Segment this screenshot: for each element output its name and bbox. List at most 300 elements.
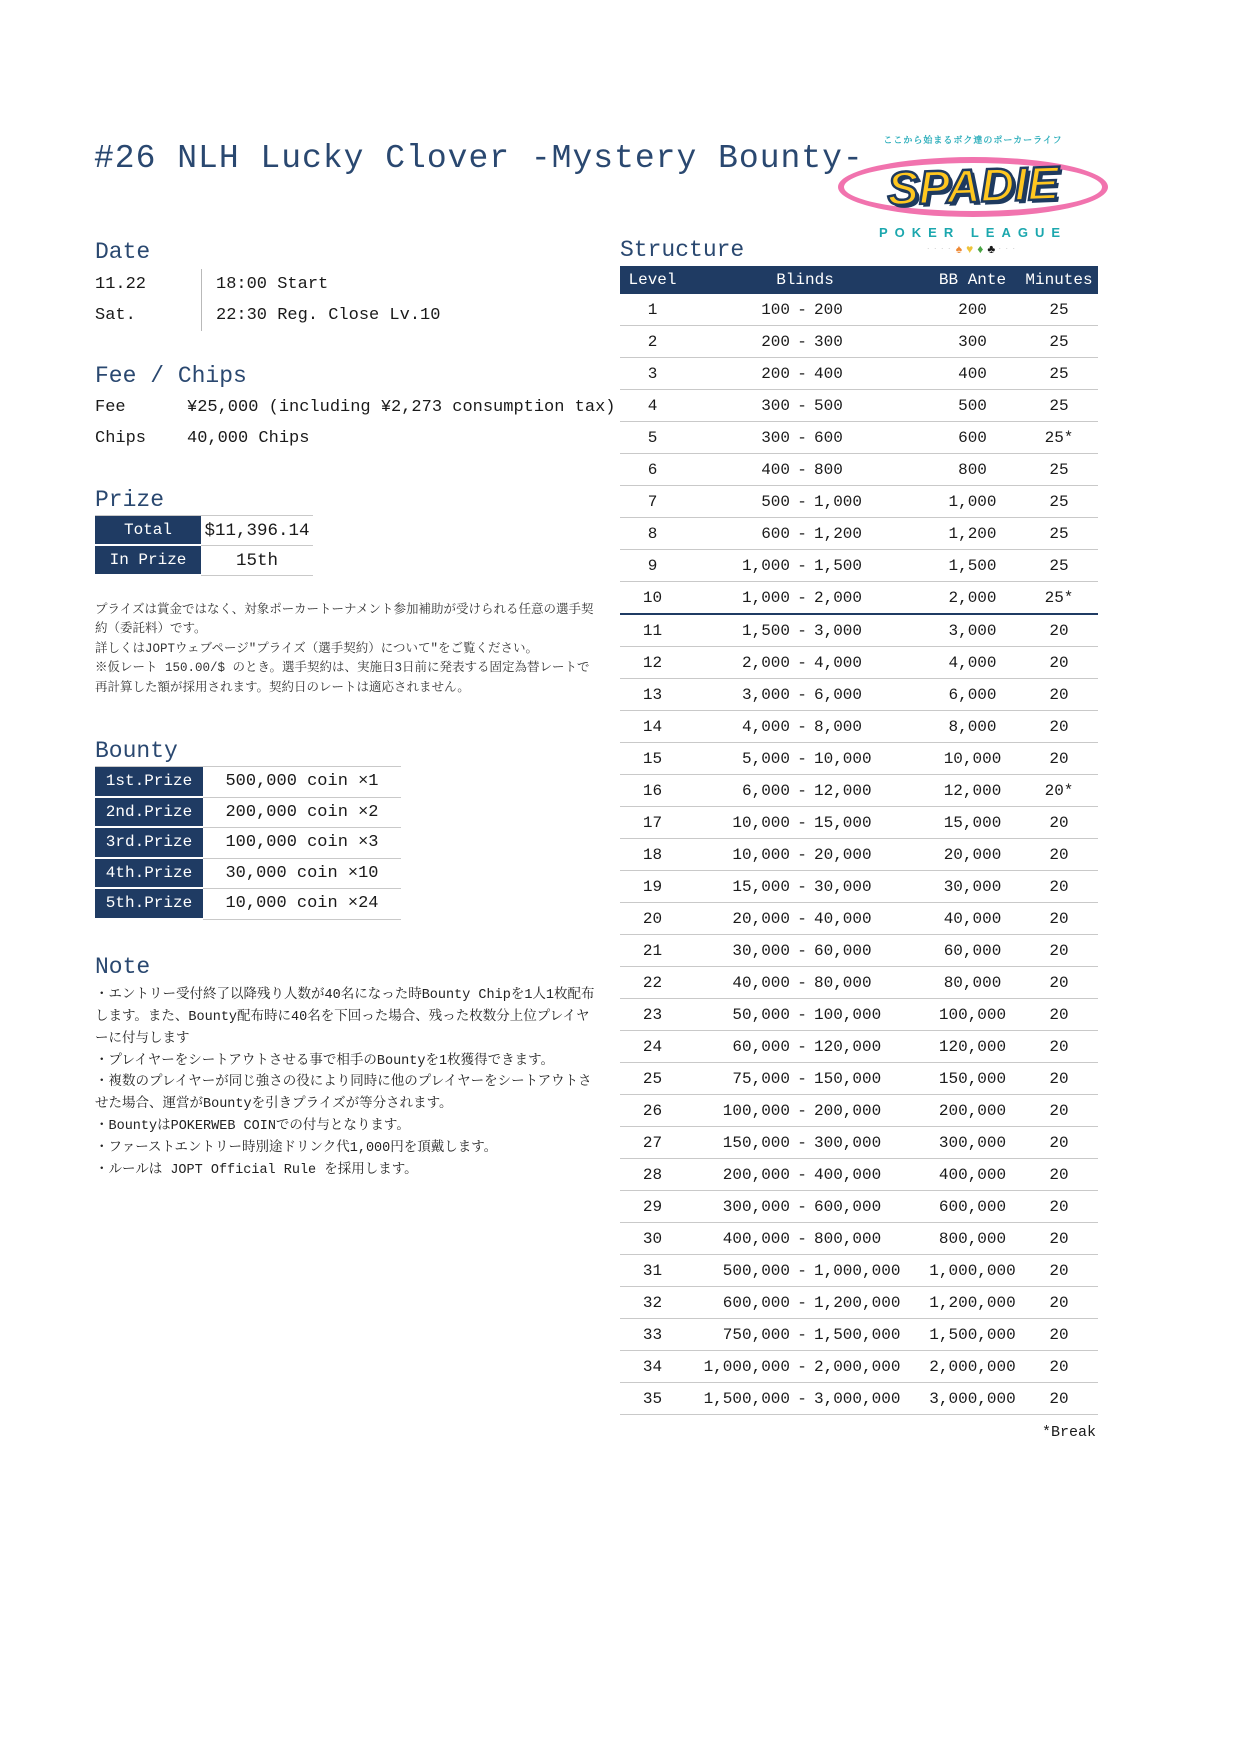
blinds-dash: - [797, 717, 807, 736]
dots-decoration: ··· [998, 243, 1020, 253]
structure-level-row [620, 582, 1098, 615]
structure-level-row [620, 647, 1098, 679]
big-blind-cell: 80,000 [814, 973, 872, 992]
level-cell: 12 [642, 653, 663, 672]
bb-ante-cell: 500 [958, 396, 987, 415]
level-cell: 25 [642, 1069, 663, 1088]
disclaimer-line: プライズは賞金ではなく、対象ポーカートーナメント参加補助が受けられる任意の選手契約（委託料）です。 [95, 603, 594, 637]
big-blind-cell: 150,000 [814, 1069, 882, 1088]
minutes-cell: 20 [1049, 1293, 1069, 1312]
bb-ante-cell: 150,000 [938, 1069, 1007, 1088]
big-blind-cell: 600 [814, 428, 843, 447]
big-blind-cell: 30,000 [814, 877, 872, 896]
small-blind-cell: 200,000 [722, 1165, 790, 1184]
fee-row-value: 40,000 Chips [187, 429, 310, 448]
minutes-cell: 25* [1044, 588, 1074, 607]
bb-ante-cell: 200 [958, 300, 987, 319]
level-cell: 6 [647, 460, 658, 479]
bb-ante-cell: 400 [958, 364, 987, 383]
blinds-dash: - [797, 1133, 807, 1152]
structure-table-body [620, 294, 1098, 1415]
bounty-table-row [95, 859, 401, 890]
minutes-cell: 25 [1049, 396, 1069, 415]
prize-disclaimer [95, 601, 600, 698]
bb-ante-cell: 1,200 [948, 524, 997, 543]
bb-ante-cell: 400,000 [938, 1165, 1007, 1184]
level-cell: 1 [647, 300, 658, 319]
blinds-dash: - [797, 1325, 807, 1344]
structure-level-row [620, 1095, 1098, 1127]
level-cell: 20 [642, 909, 663, 928]
date-row [95, 269, 440, 331]
column-header-level: Level [628, 271, 677, 289]
bounty-row-value: 500,000 coin ×1 [203, 767, 401, 798]
level-cell: 18 [642, 845, 663, 864]
minutes-cell: 20 [1049, 909, 1069, 928]
bb-ante-cell: 2,000,000 [929, 1357, 1016, 1376]
big-blind-cell: 1,500,000 [814, 1325, 901, 1344]
suit-icon: ♦ [977, 242, 986, 256]
bb-ante-cell: 60,000 [943, 941, 1002, 960]
bb-ante-cell: 12,000 [943, 781, 1002, 800]
fee-chips-heading: Fee / Chips [95, 363, 247, 389]
big-blind-cell: 1,200,000 [814, 1293, 901, 1312]
structure-level-row [620, 903, 1098, 935]
time-entry: 18:00 Start [216, 275, 329, 294]
bb-ante-cell: 300,000 [938, 1133, 1007, 1152]
blinds-dash: - [797, 364, 807, 383]
prize-row-value: $11,396.14 [201, 516, 313, 546]
blinds-dash: - [797, 685, 807, 704]
structure-level-row [620, 1287, 1098, 1319]
blinds-dash: - [797, 428, 807, 447]
level-cell: 9 [647, 556, 658, 575]
level-cell: 22 [642, 973, 663, 992]
level-cell: 30 [642, 1229, 663, 1248]
minutes-cell: 25 [1049, 460, 1069, 479]
big-blind-cell: 120,000 [814, 1037, 882, 1056]
blinds-dash: - [797, 300, 807, 319]
minutes-cell: 20 [1049, 685, 1069, 704]
minutes-cell: 25 [1049, 364, 1069, 383]
small-blind-cell: 20,000 [732, 909, 790, 928]
dots-decoration: ···· [926, 243, 955, 253]
small-blind-cell: 200 [761, 332, 790, 351]
big-blind-cell: 1,200 [814, 524, 863, 543]
big-blind-cell: 1,500 [814, 556, 863, 575]
big-blind-cell: 2,000,000 [814, 1357, 901, 1376]
blinds-dash: - [797, 845, 807, 864]
blinds-dash: - [797, 749, 807, 768]
minutes-cell: 20 [1049, 1069, 1069, 1088]
note-item: ・プレイヤーをシートアウトさせる事で相手のBountyを1枚獲得できます。 [95, 1053, 555, 1069]
blinds-dash: - [797, 1357, 807, 1376]
bb-ante-cell: 1,000 [948, 492, 997, 511]
bounty-table-row [95, 767, 401, 798]
column-header-minutes: Minutes [1025, 271, 1093, 289]
blinds-dash: - [797, 1261, 807, 1280]
small-blind-cell: 75,000 [732, 1069, 790, 1088]
big-blind-cell: 3,000 [814, 621, 863, 640]
structure-level-row [620, 1351, 1098, 1383]
note-item: ・エントリー受付終了以降残り人数が40名になった時Bounty Chipを1人1枚配布します。また、Bounty配布時に40名を下回った場合、残った枚数分上位プレイヤーに付与します [95, 988, 595, 1047]
blinds-dash: - [797, 781, 807, 800]
minutes-cell: 20 [1049, 717, 1069, 736]
structure-level-row [620, 390, 1098, 422]
small-blind-cell: 30,000 [732, 941, 790, 960]
small-blind-cell: 300 [761, 396, 790, 415]
structure-level-row [620, 743, 1098, 775]
fee-chips-section [95, 364, 615, 454]
small-blind-cell: 100,000 [722, 1101, 790, 1120]
big-blind-cell: 3,000,000 [814, 1389, 901, 1408]
level-cell: 23 [642, 1005, 663, 1024]
disclaimer-line: ※仮レート 150.00/$ のとき。選手契約は、実施日3日前に発表する固定為替レートで再計算した額が採用されます。契約日のレートは適応されません。 [95, 661, 590, 695]
small-blind-cell: 600,000 [722, 1293, 790, 1312]
level-cell: 17 [642, 813, 663, 832]
structure-level-row [620, 935, 1098, 967]
big-blind-cell: 100,000 [814, 1005, 882, 1024]
structure-level-row [620, 486, 1098, 518]
blinds-dash: - [797, 909, 807, 928]
blinds-dash: - [797, 973, 807, 992]
big-blind-cell: 2,000 [814, 588, 863, 607]
bb-ante-cell: 40,000 [943, 909, 1002, 928]
prize-table [95, 515, 313, 576]
minutes-cell: 20 [1049, 1005, 1069, 1024]
blinds-dash: - [797, 653, 807, 672]
minutes-cell: 20 [1049, 813, 1069, 832]
time-entry: 22:30 Reg. Close Lv.10 [216, 306, 441, 325]
big-blind-cell: 8,000 [814, 717, 863, 736]
small-blind-cell: 50,000 [732, 1005, 790, 1024]
small-blind-cell: 1,500,000 [703, 1389, 790, 1408]
level-cell: 4 [647, 396, 658, 415]
structure-level-row [620, 775, 1098, 807]
structure-level-row [620, 454, 1098, 486]
bb-ante-cell: 200,000 [938, 1101, 1007, 1120]
minutes-cell: 20 [1049, 1229, 1069, 1248]
blinds-dash: - [797, 1389, 807, 1408]
bb-ante-cell: 3,000,000 [929, 1389, 1016, 1408]
bb-ante-cell: 15,000 [943, 813, 1002, 832]
small-blind-cell: 40,000 [732, 973, 790, 992]
big-blind-cell: 400 [814, 364, 843, 383]
big-blind-cell: 60,000 [814, 941, 872, 960]
big-blind-cell: 20,000 [814, 845, 872, 864]
structure-level-row [620, 358, 1098, 390]
minutes-cell: 20 [1049, 1101, 1069, 1120]
level-cell: 3 [647, 364, 658, 383]
level-cell: 27 [642, 1133, 663, 1152]
bounty-row-value: 100,000 coin ×3 [203, 828, 401, 859]
structure-level-row [620, 518, 1098, 550]
prize-table-row [95, 516, 313, 546]
structure-level-row [620, 1319, 1098, 1351]
fee-row [95, 423, 615, 454]
structure-level-row [620, 550, 1098, 582]
page-title: #26 NLH Lucky Clover -Mystery Bounty- [94, 140, 864, 177]
structure-level-row [620, 294, 1098, 326]
disclaimer-line: 詳しくはJOPTウェブページ"プライズ（選手契約）について"をご覧ください。 [95, 641, 539, 656]
minutes-cell: 20 [1049, 1357, 1069, 1376]
bb-ante-cell: 20,000 [943, 845, 1002, 864]
structure-level-row [620, 711, 1098, 743]
small-blind-cell: 200 [761, 364, 790, 383]
structure-level-row [620, 615, 1098, 647]
minutes-cell: 20 [1049, 1325, 1069, 1344]
big-blind-cell: 400,000 [814, 1165, 882, 1184]
big-blind-cell: 1,000,000 [814, 1261, 901, 1280]
bounty-row-label: 5th.Prize [95, 889, 203, 920]
note-item: ・BountyはPOKERWEB COINでの付与となります。 [95, 1119, 410, 1135]
level-cell: 7 [647, 492, 658, 511]
small-blind-cell: 1,000 [741, 556, 790, 575]
level-cell: 34 [642, 1357, 663, 1376]
bb-ante-cell: 300 [958, 332, 987, 351]
logo-wordmark: SPADIE [886, 155, 1060, 215]
vertical-divider [201, 269, 202, 331]
bb-ante-cell: 1,000,000 [929, 1261, 1016, 1280]
blinds-dash: - [797, 813, 807, 832]
structure-section [620, 238, 1098, 1441]
prize-row-label: In Prize [95, 546, 201, 576]
bounty-row-value: 30,000 coin ×10 [203, 859, 401, 890]
blinds-dash: - [797, 1101, 807, 1120]
structure-level-row [620, 1031, 1098, 1063]
note-section [95, 955, 600, 1182]
minutes-cell: 25 [1049, 556, 1069, 575]
blinds-dash: - [797, 332, 807, 351]
blinds-dash: - [797, 1197, 807, 1216]
logo-tagline: ここから始まるボク達のポーカーライフ [883, 135, 1063, 145]
minutes-cell: 20 [1049, 845, 1069, 864]
structure-level-row [620, 1127, 1098, 1159]
structure-level-row [620, 999, 1098, 1031]
big-blind-cell: 4,000 [814, 653, 863, 672]
minutes-cell: 25 [1049, 300, 1069, 319]
bb-ante-cell: 1,200,000 [929, 1293, 1016, 1312]
level-cell: 11 [642, 621, 663, 640]
big-blind-cell: 800,000 [814, 1229, 882, 1248]
note-item: ・複数のプレイヤーが同じ強さの役により同時に他のプレイヤーをシートアウトさせた場合、運営がBountyを引きプライズが等分されます。 [95, 1075, 592, 1113]
big-blind-cell: 10,000 [814, 749, 872, 768]
structure-level-row [620, 422, 1098, 454]
bb-ante-cell: 2,000 [948, 588, 997, 607]
bb-ante-cell: 80,000 [943, 973, 1002, 992]
big-blind-cell: 300,000 [814, 1133, 882, 1152]
level-cell: 13 [642, 685, 663, 704]
prize-row-label: Total [95, 516, 201, 546]
blinds-dash: - [797, 588, 807, 607]
structure-table-header [620, 266, 1098, 294]
level-cell: 8 [647, 524, 658, 543]
structure-level-row [620, 1223, 1098, 1255]
bounty-row-label: 2nd.Prize [95, 798, 203, 829]
level-cell: 5 [647, 428, 658, 447]
structure-level-row [620, 1159, 1098, 1191]
blinds-dash: - [797, 492, 807, 511]
logo-badge [836, 147, 1110, 225]
date-section [95, 240, 440, 331]
bb-ante-cell: 1,500,000 [929, 1325, 1016, 1344]
bounty-table-row [95, 889, 401, 920]
minutes-cell: 20 [1049, 941, 1069, 960]
big-blind-cell: 300 [814, 332, 843, 351]
structure-level-row [620, 839, 1098, 871]
structure-level-row [620, 1191, 1098, 1223]
small-blind-cell: 10,000 [732, 845, 790, 864]
blinds-dash: - [797, 524, 807, 543]
structure-level-row [620, 967, 1098, 999]
level-cell: 32 [642, 1293, 663, 1312]
level-cell: 35 [642, 1389, 663, 1408]
bounty-table [95, 766, 401, 920]
big-blind-cell: 1,000 [814, 492, 863, 511]
minutes-cell: 20 [1049, 1165, 1069, 1184]
minutes-cell: 25 [1049, 524, 1069, 543]
big-blind-cell: 15,000 [814, 813, 872, 832]
bb-ante-cell: 4,000 [948, 653, 997, 672]
structure-level-row [620, 1383, 1098, 1415]
note-item: ・ルールは JOPT Official Rule を採用します。 [95, 1162, 418, 1178]
big-blind-cell: 12,000 [814, 781, 872, 800]
fee-row [95, 392, 615, 423]
level-cell: 19 [642, 877, 663, 896]
blinds-dash: - [797, 1037, 807, 1056]
level-cell: 29 [642, 1197, 663, 1216]
structure-level-row [620, 326, 1098, 358]
big-blind-cell: 200,000 [814, 1101, 882, 1120]
blinds-dash: - [797, 1005, 807, 1024]
big-blind-cell: 40,000 [814, 909, 872, 928]
suit-icon: ♠ [955, 242, 965, 256]
bb-ante-cell: 800,000 [938, 1229, 1007, 1248]
bounty-row-label: 1st.Prize [95, 767, 203, 798]
prize-section [95, 488, 313, 576]
bb-ante-cell: 30,000 [943, 877, 1002, 896]
big-blind-cell: 800 [814, 460, 843, 479]
small-blind-cell: 15,000 [732, 877, 790, 896]
small-blind-cell: 600 [761, 524, 790, 543]
level-cell: 24 [642, 1037, 663, 1056]
blinds-dash: - [797, 877, 807, 896]
bb-ante-cell: 8,000 [948, 717, 997, 736]
bb-ante-cell: 600,000 [938, 1197, 1007, 1216]
time-list [216, 269, 440, 331]
level-cell: 10 [642, 588, 663, 607]
structure-level-row [620, 679, 1098, 711]
small-blind-cell: 400,000 [722, 1229, 790, 1248]
bounty-section [95, 739, 401, 920]
bb-ante-cell: 1,500 [948, 556, 997, 575]
small-blind-cell: 100 [761, 300, 790, 319]
level-cell: 28 [642, 1165, 663, 1184]
bounty-row-value: 10,000 coin ×24 [203, 889, 401, 920]
small-blind-cell: 750,000 [722, 1325, 790, 1344]
minutes-cell: 20 [1049, 1261, 1069, 1280]
note-heading: Note [95, 954, 151, 980]
structure-level-row [620, 871, 1098, 903]
fee-chips-rows [95, 392, 615, 454]
prize-row-value: 15th [201, 546, 313, 576]
small-blind-cell: 5,000 [741, 749, 790, 768]
minutes-cell: 20 [1049, 621, 1069, 640]
big-blind-cell: 600,000 [814, 1197, 882, 1216]
fee-row-label: Fee [95, 398, 126, 417]
blinds-dash: - [797, 556, 807, 575]
small-blind-cell: 400 [761, 460, 790, 479]
note-item: ・ファーストエントリー時別途ドリンク代1,000円を頂戴します。 [95, 1141, 498, 1157]
structure-level-row [620, 1255, 1098, 1287]
level-cell: 2 [647, 332, 658, 351]
level-cell: 26 [642, 1101, 663, 1120]
prize-heading: Prize [95, 487, 165, 513]
small-blind-cell: 1,000,000 [703, 1357, 790, 1376]
structure-heading: Structure [620, 237, 745, 263]
level-cell: 16 [642, 781, 663, 800]
small-blind-cell: 500,000 [722, 1261, 790, 1280]
small-blind-cell: 300 [761, 428, 790, 447]
level-cell: 14 [642, 717, 663, 736]
blinds-dash: - [797, 1293, 807, 1312]
column-header-blinds: Blinds [776, 271, 834, 289]
blinds-dash: - [797, 621, 807, 640]
bb-ante-cell: 100,000 [938, 1005, 1007, 1024]
logo-subtitle: POKER LEAGUE [878, 225, 1067, 240]
bounty-table-row [95, 798, 401, 829]
small-blind-cell: 1,500 [741, 621, 790, 640]
column-header-bb-ante: BB Ante [938, 271, 1007, 289]
level-cell: 31 [642, 1261, 663, 1280]
minutes-cell: 20 [1049, 973, 1069, 992]
big-blind-cell: 6,000 [814, 685, 863, 704]
blinds-dash: - [797, 1229, 807, 1248]
suit-icon: ♣ [987, 242, 998, 256]
small-blind-cell: 3,000 [741, 685, 790, 704]
minutes-cell: 25 [1049, 492, 1069, 511]
bounty-heading: Bounty [95, 738, 178, 764]
fee-row-label: Chips [95, 429, 147, 448]
bb-ante-cell: 3,000 [948, 621, 997, 640]
small-blind-cell: 300,000 [722, 1197, 790, 1216]
big-blind-cell: 500 [814, 396, 843, 415]
small-blind-cell: 4,000 [741, 717, 790, 736]
blinds-dash: - [797, 396, 807, 415]
bounty-row-label: 3rd.Prize [95, 828, 203, 859]
blinds-dash: - [797, 1069, 807, 1088]
bb-ante-cell: 600 [958, 428, 987, 447]
minutes-cell: 20 [1049, 1197, 1069, 1216]
minutes-cell: 25 [1049, 332, 1069, 351]
minutes-cell: 20 [1049, 653, 1069, 672]
minutes-cell: 25* [1044, 428, 1074, 447]
level-cell: 15 [642, 749, 663, 768]
blinds-dash: - [797, 1165, 807, 1184]
blinds-dash: - [797, 941, 807, 960]
bb-ante-cell: 120,000 [938, 1037, 1007, 1056]
small-blind-cell: 1,000 [741, 588, 790, 607]
bounty-row-value: 200,000 coin ×2 [203, 798, 401, 829]
big-blind-cell: 200 [814, 300, 843, 319]
minutes-cell: 20 [1049, 1133, 1069, 1152]
bb-ante-cell: 800 [958, 460, 987, 479]
structure-level-row [620, 807, 1098, 839]
small-blind-cell: 2,000 [741, 653, 790, 672]
break-footnote: *Break [1041, 1424, 1096, 1441]
note-list [95, 985, 600, 1182]
small-blind-cell: 150,000 [722, 1133, 790, 1152]
